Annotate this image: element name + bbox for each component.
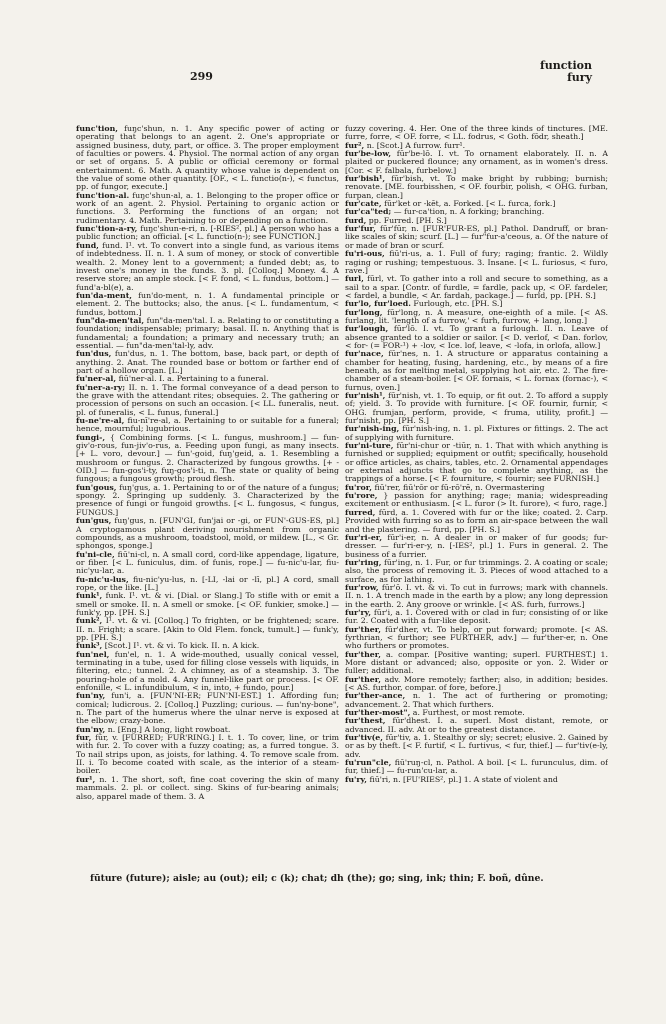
dictionary-entry	[345, 350, 608, 392]
guide-words	[540, 60, 592, 84]
entry-definition: fiu-nī're-al, a. Pertaining to or suitable for a funeral; hence, mournful; lugubrious.	[76, 416, 339, 434]
entry-headword: fu-ne're-al,	[76, 416, 125, 426]
dictionary-entry	[345, 225, 608, 250]
dictionary-entry	[345, 250, 608, 275]
entry-definition: fūr, v. [FURRED; FUR'RING.] I. t. 1. To cover, line, or trim with fur. 2. To cover with a fuzzy coating; as, a furred tongue. 3. To nail strips upon, as joists, for lathing. 4. To remove scale from. II. i. To become coated with scale, as the interior of a steam-boiler.	[76, 733, 339, 776]
dictionary-entry	[345, 492, 608, 509]
dictionary-entry	[76, 617, 339, 642]
entry-headword: fun'gous,	[76, 482, 117, 492]
entry-headword: fur'bish¹,	[345, 174, 386, 184]
entry-definition: n. 1. The act of furthering or promoting; advancement. 2. That which furthers.	[345, 691, 608, 709]
entry-headword: fu'ror,	[345, 482, 372, 492]
entry-headword: fur'ther-ance,	[345, 691, 406, 701]
dictionary-entry	[345, 692, 608, 709]
entry-definition: funk. I¹. vt. & vi. [Dial. or Slang.] To stifle with or emit a smell or smoke. II. n. A smell or smoke. [< OF. funkier, smoke.] — funk'y, pp. [PH. S.]	[76, 591, 339, 617]
entry-headword: fur'thest,	[345, 716, 386, 726]
entry-headword: fungi-,	[76, 432, 106, 442]
entry-headword: fur²,	[345, 140, 365, 150]
entry-definition: { Combining forms. [< L. fungus, mushroom.] — fun-giv'o-rous, fun-jiv'o-rus, a. Feeding upon fungi, as many insects. [+ L. voro, devour.] — fun'-goid, fuŋ'geid, a. 1. Resembling a mushroom or fungus. 2. Characterized by fungous growths. [+ -OID.] — fun-gos'i-ty, fuŋ-gos'i-ti, n. The state or quality of being fungous; a fungous growth; proud flesh.	[76, 432, 339, 484]
entry-definition: fun'do-ment, n. 1. A fundamental principle or element. 2. The buttocks; also, the anus. [< L. fundamentum, < fundus, bottom.]	[76, 290, 339, 317]
dictionary-entry	[345, 734, 608, 759]
entry-definition: fūr'nish, vt. 1. To equip, or fit out. 2. To afford a supply of; yield. 3. To provide with furniture. [< OF. fournir, furnir, < OHG. frumjan, perform, provide, < fruma, utility, profit.] — fur'nisht, pp. [PH. S.]	[345, 391, 608, 426]
entry-headword: fur'ther,	[345, 649, 382, 659]
dictionary-entry	[345, 609, 608, 626]
entry-headword: fur'ri-er,	[345, 532, 383, 542]
entry-headword: furd,	[345, 215, 367, 225]
entry-headword: fur¹,	[76, 774, 96, 784]
dictionary-entry	[76, 651, 339, 693]
entry-headword: fur'fur,	[345, 224, 376, 234]
dictionary-entry	[76, 350, 339, 375]
entry-headword: furred,	[345, 507, 376, 517]
dictionary-entry	[345, 309, 608, 326]
dictionary-entry	[76, 484, 339, 517]
guide-word-last: fury	[567, 71, 592, 84]
entry-definition: fiū'ner-al. I. a. Pertaining to a funeral.	[118, 374, 269, 384]
entry-definition: fiū'ni-cl, n. A small cord, cord-like appendage, ligature, or fiber. [< L. funiculus, dim. of funis, rope.] — fu-nic'u-lar, fiu-nic'yu-lar, a.	[76, 549, 339, 576]
entry-headword: fur'tiv(e,	[345, 733, 383, 743]
entry-definition: n. 1. The short, soft, fine coat covering the skin of many mammals. 2. pl. or collect. sing. Skins of fur-bearing animals; also, apparel made of them. 3. A	[76, 774, 339, 801]
dictionary-entry	[76, 517, 339, 550]
dictionary-entry	[76, 384, 339, 417]
entry-definition: fūr'i, a. 1. Covered with or clad in fur; consisting of or like fur. 2. Coated with a fur-like deposit.	[345, 607, 608, 626]
entry-headword: funk²,	[76, 616, 103, 626]
entry-definition: fūr'tiv, a. 1. Stealthy or sly; secret; elusive. 2. Gained by or as by theft. [< F. furtif, < L. furtivus, < fur, thief.] — fur'tiv(e-ly, adv.	[345, 733, 608, 759]
entry-headword: fur'nish-ing,	[345, 424, 400, 434]
entry-definition: [Scot.] I¹. vt. & vi. To kick. II. n. A kick.	[104, 641, 260, 651]
entry-definition: pp. Furred. [PH. S.]	[368, 215, 447, 225]
dictionary-entry	[76, 576, 339, 593]
entry-headword: fun"da-men'tal,	[76, 315, 145, 325]
entry-definition: fūr'dhest. I. a. superl. Most distant, remote, or advanced. II. adv. At or to the greatest distance.	[345, 716, 608, 734]
entry-definition: fun'i, a. [FUN'NI-ER; FUN'NI-EST.] 1. Affording fun; comical; ludicrous. 2. [Colloq.] Puzzling; curious. — fun'ny-bone", n. The part of the humerus where the ulnar nerve is exposed at the elbow; crazy-bone.	[76, 691, 339, 726]
entry-definition: II. n. 1. The formal conveyance of a dead person to the grave with the attendant rites; obsequies. 2. The gathering or procession of persons on such an occasion. [< LL. funeralis, neut. pl. of funeralis, < L. funus, funeral.]	[76, 382, 339, 417]
entry-headword: funk¹,	[76, 591, 103, 601]
entry-definition: fūr'ket or -kēt, a. Forked. [< L. furca, fork.]	[384, 199, 556, 209]
entry-headword: fu'ni-cle,	[76, 549, 115, 559]
entry-headword: fur'lough,	[345, 324, 389, 334]
dictionary-entry	[76, 434, 339, 484]
entry-headword: fur'ther-most",	[345, 708, 411, 718]
dictionary-entry	[76, 776, 339, 801]
entry-headword: fur'lo, fur'loed.	[345, 299, 411, 309]
entry-definition: fuŋc'shun-al, a. 1. Belonging to the proper office or work of an agent. 2. Physiol. Pertaining to organic action or functions. 3. Performing the functions of an organ; not rudimentary. 4. Math. Pertaining to or depending on a function.	[76, 190, 339, 225]
guide-word-first: function	[539, 59, 592, 72]
entry-headword: fur'ca"ted;	[345, 207, 392, 217]
entry-headword: fur'nish¹,	[345, 391, 386, 400]
entry-definition: Furlough, etc. [PH. S.]	[413, 299, 503, 309]
entry-definition: fūr'dher, vt. To help, or put forward; promote. [< AS. fyrthrian, < furthor; see FURTHER, adv.] — fur'ther-er, n. One who furthers or promotes.	[345, 624, 608, 651]
entry-definition: — fur-ca'tion, n. A forking; branching.	[393, 207, 545, 217]
entry-headword: fur'long,	[345, 307, 383, 317]
entry-headword: fund,	[76, 240, 99, 250]
dictionary-entry	[345, 425, 608, 442]
entry-headword: funk³,	[76, 641, 103, 651]
dictionary-entry	[76, 692, 339, 725]
page-number: 299	[190, 70, 213, 83]
entry-definition: fūr'nes, n. 1. A structure or apparatus containing a chamber for heating, fusing, hardening, etc., by means of a fire beneath, as for melting metal, supplying hot air, etc. 2. The fire-chamber of a steam-boiler. [< OF. fornais, < L. fornax (fornac-), < furnus, oven.]	[345, 349, 608, 392]
entry-headword: fur'ther,	[345, 674, 382, 684]
dictionary-entry	[345, 509, 608, 534]
entry-definition: fun"da-men'tal. I. a. Relating to or constituting a foundation; indispensable; primary; basal. II. n. Anything that is fundamental; a foundation; a primary and necessary truth; an essential. — fun"da-men'tal-ly, adv.	[76, 315, 339, 350]
dictionary-entry	[76, 417, 339, 434]
right-column	[345, 125, 608, 945]
dictionary-entry	[345, 626, 608, 651]
entry-headword: fur'nace,	[345, 349, 384, 359]
dictionary-entry	[345, 275, 608, 300]
entry-headword: func'tion,	[76, 125, 118, 133]
entry-headword: fun'dus,	[76, 349, 112, 359]
entry-headword: fu'rore,	[345, 491, 378, 501]
entry-headword: fun'gus,	[76, 516, 112, 526]
entry-headword: fun'ny,	[76, 691, 106, 701]
entry-headword: fur'ni-ture,	[345, 441, 394, 451]
entry-definition: fūr'fūr, n. [FUR'FUR-ES, pl.] Pathol. Dandruff, or bran-like scales of skin; scurf. [L.] — fur"fur-a'ceous, a. Of the nature of or made of bran or scurf.	[345, 224, 608, 250]
entry-headword: fun'da-ment,	[76, 290, 133, 300]
entry-definition: fūr'long, n. A measure, one-eighth of a mile. [< AS. furlang, lit. 'length of a furrow,' < furh, furrow, + lang, long.]	[345, 307, 608, 325]
entry-headword: fur'ring,	[345, 557, 382, 567]
entry-definition: a. compar. [Positive wanting; superl. FURTHEST.] 1. More distant or advanced; also, opposite or yon. 2. Wider or fuller; additional.	[345, 649, 608, 676]
entry-definition: fuŋc'shun-e-ri, n. [-RIES², pl.] A person who has a public function; an official. [< L. functio(n-); see FUNCTION.]	[76, 224, 339, 242]
entry-headword: func'tion-a-ry,	[76, 224, 138, 234]
entry-headword: fun'nel,	[76, 649, 110, 659]
entry-headword: fu'ry,	[345, 774, 368, 784]
entry-definition: fuzzy covering. 4. Her. One of the three kinds of tinctures. [ME. furre, forre, < OF. forre, < LL. fodrus, < Goth. fōdr, sheath.]	[345, 125, 608, 142]
dictionary-entry	[345, 534, 608, 559]
entry-definition: fūrd, a. 1. Covered with fur or the like; coated. 2. Carp. Provided with furring so as to form an air-space between the wall and the plastering. — furd, pp. [PH. S.]	[345, 507, 608, 534]
entry-headword: fu'run"cle,	[345, 758, 392, 768]
entry-definition: fūr'ō. I. vt. & vi. To cut in furrows; mark with channels. II. n. 1. A trench made in the earth by a plow; any long depression in the earth. 2. Any groove or wrinkle. [< AS. furh, furrows.]	[345, 582, 608, 609]
entry-definition: fun'dus, n. 1. The bottom, base, back part, or depth of anything. 2. Anat. The rounded base or bottom or farther end of part of a hollow organ. [L.]	[76, 349, 339, 375]
entry-definition: fuŋ'gus, n. [FUN'GI, fun'jai or -gi, or FUN'-GUS-ES, pl.] A cryptogamous plant deriving nourishment from organic compounds, as a mushroom, toadstool, mold, or mildew. [L., < Gr. sphongos, sponge.]	[76, 516, 339, 551]
dictionary-entry	[76, 225, 339, 242]
dictionary-entry	[76, 317, 339, 350]
dictionary-entry	[76, 242, 339, 292]
entry-definition: fūr'lō. I. vt. To grant a furlough. II. n. Leave of absence granted to a soldier or sailor. [< D. verlof, < Dan. forlov, < for- (= FOR-¹) + -lov, < Ice. lof, leave, < -lofa, in orlofa, allow.]	[345, 324, 608, 350]
entry-definition: fūrl, vt. To gather into a roll and secure to something, as a sail to a spar. [Contr. of furdle, = fardle, pack up, < OF. fardeler, < fardel, a bundle, < Ar. fardah, package.] — furld, pp. [PH. S.]	[345, 274, 608, 300]
entry-definition: fūr'nish-ing, n. 1. pl. Fixtures or fittings. 2. The act of supplying with furniture.	[345, 424, 608, 442]
dictionary-entry	[345, 392, 608, 425]
dictionary-entry	[345, 584, 608, 609]
entry-definition: fund. I¹. vt. To convert into a single fund, as various items of indebtedness. II. n. 1. A sum of money, or stock of convertible wealth. 2. Money lent to a government; a funded debt; as, to invest one's money in the funds. 3. pl. [Colloq.] Money. 4. A reserve store; an ample stock. [< F. fond, < L. fundus, bottom.] — fund'a-bl(e), a.	[76, 240, 339, 292]
dictionary-entry	[76, 551, 339, 576]
entry-definition: fūr'i-er, n. A dealer in or maker of fur goods; fur-dresser. — fur'ri-er-y, n. [-IES², pl.] 1. Furs in general. 2. The business of a furrier.	[345, 532, 608, 559]
entry-definition: fiū'ruŋ-cl, n. Pathol. A boil. [< L. furunculus, dim. of fur, thief.] — fu-run'cu-lar, a.	[345, 758, 608, 776]
entry-headword: fur'ther,	[345, 624, 382, 634]
entry-definition: fūr'bish, vt. To make bright by rubbing; burnish; renovate. [ME. fourbisshen, < OF. fourbir, polish, < OHG. furban, furpan, clean.]	[345, 174, 608, 200]
entry-headword: furl,	[345, 274, 364, 284]
left-column	[76, 125, 339, 945]
dictionary-entry	[345, 559, 608, 584]
entry-headword: func'tion-al.	[76, 190, 130, 200]
entry-definition: fun'el, n. 1. A wide-mouthed, usually conical vessel, terminating in a tube, used for filling close vessels with liquids, in filtering, etc.; tunnel. 2. A chimney, as of a steamship. 3. The pouring-hole of a mold. 4. Any funnel-like part or process. [< OF. enfonille, < L. infundibulum, < in, into, + fundo, pour.]	[76, 649, 339, 693]
entry-headword: fu'ner-a-ry;	[76, 382, 126, 392]
entry-headword: fu'ner-al,	[76, 374, 117, 384]
entry-headword: fu-nic'u-lus,	[76, 574, 129, 584]
entry-definition: fiū'ri, n. [FU'RIES², pl.] 1. A state of violent and	[369, 774, 558, 784]
entry-headword: fur,	[76, 733, 92, 743]
entry-definition: fūr'be-lō. I. vt. To ornament elaborately. II. n. A plaited or puckered flounce; any ornament, as in women's dress. [Cor. < F. falbala, furbelow.]	[345, 149, 608, 175]
entry-definition: I¹. vt. & vi. [Colloq.] To frighten, or be frightened; scare. II. n. Fright; a scare. [Akin to Old Flem. fonck, tumult.] — funk'y, pp. [PH. S.]	[76, 616, 339, 642]
dictionary-entry	[345, 150, 608, 175]
dictionary-entry	[76, 125, 339, 192]
entry-headword: fur'row,	[345, 582, 379, 592]
dictionary-entry	[345, 651, 608, 676]
entry-definition: adv. More remotely; farther; also, in addition; besides. [< AS. furthor, compar. of fore, before.]	[345, 674, 608, 693]
dictionary-entry	[345, 776, 608, 784]
entry-headword: fun'ny,	[76, 724, 106, 734]
entry-headword: fur'ry,	[345, 607, 372, 617]
dictionary-entry	[76, 734, 339, 776]
entry-definition: } passion for anything; rage; mania; widespreading excitement or enthusiasm. [< L. furor (> It. furore), < furo, rage.]	[345, 491, 608, 509]
dictionary-entry	[345, 125, 608, 142]
entry-definition: fuŋc'shun, n. 1. Any specific power of acting or operating that belongs to an agent. 2. One's appropriate or assigned business, duty, part, or office. 3. The proper employment of faculties or powers. 4. Physiol. The normal action of any organ or set of organs. 5. A public or official ceremony or formal entertainment. 6. Math. A quantity whose value is dependent on the value of some other quantity. [OF., < L. functio(n-), < functus, pp. of fungor, execute.]	[76, 125, 339, 192]
dictionary-entry	[345, 442, 608, 484]
dictionary-entry	[76, 292, 339, 317]
entry-definition: fiu-nic'yu-lus, n. [-LI, -lai or -lī, pl.] A cord, small rope, or the like. [L.]	[76, 574, 339, 592]
entry-headword: fur'cate,	[345, 199, 382, 209]
dictionary-entry	[345, 759, 608, 776]
dictionary-entry	[345, 175, 608, 200]
entry-definition: fiū'ri-us, a. 1. Full of fury; raging; frantic. 2. Wildly raging or rushing; tempestuous. 3. Insane. [< L. furiosus, < furo, rave.]	[345, 249, 608, 275]
pronunciation-key-footer: fūture (future); aisle; au (out); eil; c (k); chat; dh (the); go; sing, ink; thin; F. boñ, dûne.	[90, 873, 544, 884]
entry-headword: fur'be-low,	[345, 149, 392, 159]
entry-definition: fūr'ni-chur or -tiūr, n. 1. That with which anything is furnished or supplied; equipment or outfit; specifically, household or office articles, as chairs, tables, etc. 2. Ornamental appendages or external adjuncts that go to complete anything, as the trappings of a horse. [< F. fourniture, < fournir; see FURNISH.]	[345, 441, 608, 484]
entry-definition: a. Furthest, or most remote.	[412, 708, 525, 718]
dictionary-entry	[345, 676, 608, 693]
entry-definition: n. [Eng.] A long, light rowboat.	[107, 724, 231, 734]
entry-definition: fuŋ'gus, a. 1. Pertaining to or of the nature of a fungus; spongy. 2. Springing up suddenly. 3. Characterized by the presence of fungi or fungoid growths. [< L. fungosus, < fungus, FUNGUS.]	[76, 482, 339, 517]
entry-definition: fūr'ing, n. 1. Fur, or fur trimmings. 2. A coating or scale; also, the process of removing it. 3. Pieces of wood attached to a surface, as for lathing.	[345, 557, 608, 584]
entry-definition: n. [Scot.] A furrow. furr¹.	[366, 140, 466, 150]
dictionary-entry	[345, 325, 608, 350]
dictionary-entry	[345, 717, 608, 734]
dictionary-entry	[76, 592, 339, 617]
entry-headword: fu'ri-ous,	[345, 249, 385, 259]
dictionary-entry	[76, 192, 339, 225]
entry-definition: fiū'rer, fiū'rōr or fū-rō'rē, n. Overmastering	[374, 482, 545, 492]
